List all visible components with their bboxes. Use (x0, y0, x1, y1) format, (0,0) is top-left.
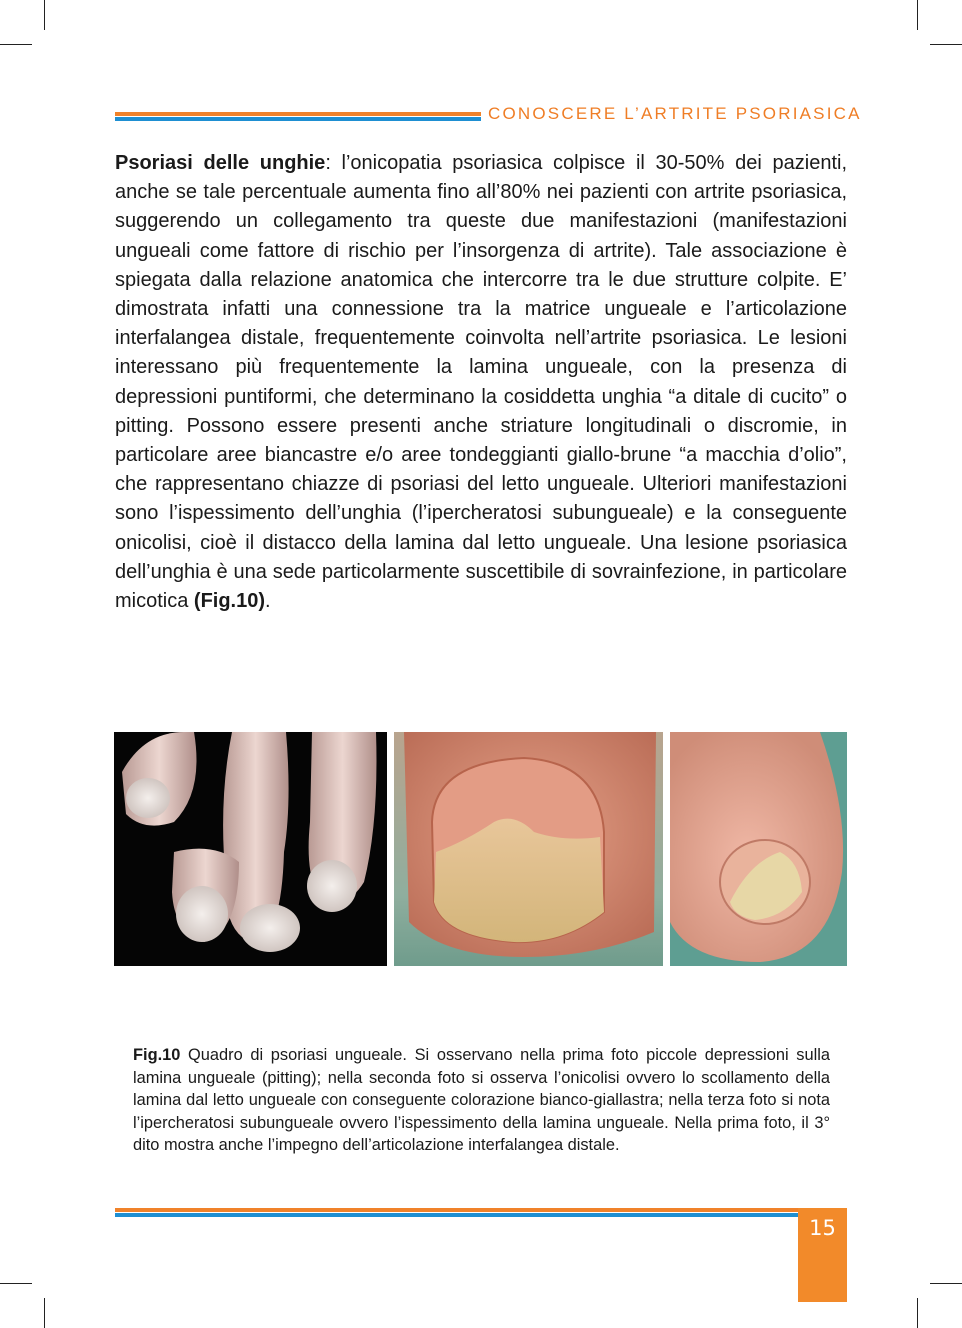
crop-mark (917, 1298, 918, 1328)
footer-rule (115, 1208, 798, 1217)
crop-mark (44, 0, 45, 30)
page-number-tab (798, 1208, 847, 1302)
figure-reference: (Fig.10) (193, 590, 266, 613)
crop-mark (0, 1283, 32, 1284)
caption-text: Quadro di psoriasi ungueale. Si osservano nella prima foto piccole depressioni sulla lamina ungueale (pitting); nella seconda foto si osserva l’onicolisi ovvero lo scollamento della lamina dal letto ungueale con conseguente colorazione bianco-giallastra; nella terza foto si nota l’ipercheratosi subungueale ovvero l’ispessimento della lamina ungueale. Nella prima foto, il 3° dito mostra anche l’impegno dell’articolazione interfalangea distale. (133, 1046, 830, 1155)
crop-mark (930, 1283, 962, 1284)
figure-photos (114, 732, 847, 966)
toenail-hyperkeratosis-photo (670, 732, 847, 966)
page-number: 15 (809, 1216, 836, 1240)
header-rule (115, 112, 481, 121)
paragraph-end: . (265, 590, 271, 613)
crop-mark (44, 1298, 45, 1328)
fingers-pitting-photo (114, 732, 387, 966)
nail-onycholysis-photo (394, 732, 663, 966)
caption-label: Fig.10 (133, 1046, 181, 1064)
running-title: CONOSCERE L’ARTRITE PSORIASICA (488, 104, 862, 123)
crop-mark (930, 44, 962, 45)
body-paragraph (115, 149, 847, 616)
figure-caption (133, 1044, 830, 1157)
paragraph-text: : l’onicopatia psoriasica colpisce il 30-50% dei pazienti, anche se tale percentuale aumenta fino all’80% nei pazienti con artrite psoriasica, suggerendo un collegamento tra queste due manifestazioni (manifestazioni ungueali come fattore di rischio per l’insorgenza di artrite). Tale associazione è spiegata dalla relazione anatomica che intercorre tra le due strutture colpite. E’ dimostrata infatti una connessione tra la matrice ungueale e l’articolazione interfalangea distale, frequentemente coinvolta nell’artrite psoriasica. Le lesioni interessano più frequentemente la lamina ungueale, con la presenza di depressioni puntiformi, che determinano la cosiddetta unghia “a ditale di cucito” o pitting. Possono essere presenti anche striature longitudinali o discromie, in particolare aree biancastre e/o aree tondeggianti giallo-brune “a macchia d’olio”, che rappresentano chiazze di psoriasi del letto ungueale. Ulteriori manifestazioni sono l’ispessimento dell’unghia (l’ipercheratosi subungueale) e la conseguente onicolisi, cioè il distacco della lamina dal letto ungueale. Una lesione psoriasica dell’unghia è una sede particolarmente suscettibile di sovrainfezione, in particolare micotica (115, 152, 847, 613)
crop-mark (917, 0, 918, 30)
paragraph-lead: Psoriasi delle unghie (115, 152, 326, 174)
crop-mark (0, 44, 32, 45)
